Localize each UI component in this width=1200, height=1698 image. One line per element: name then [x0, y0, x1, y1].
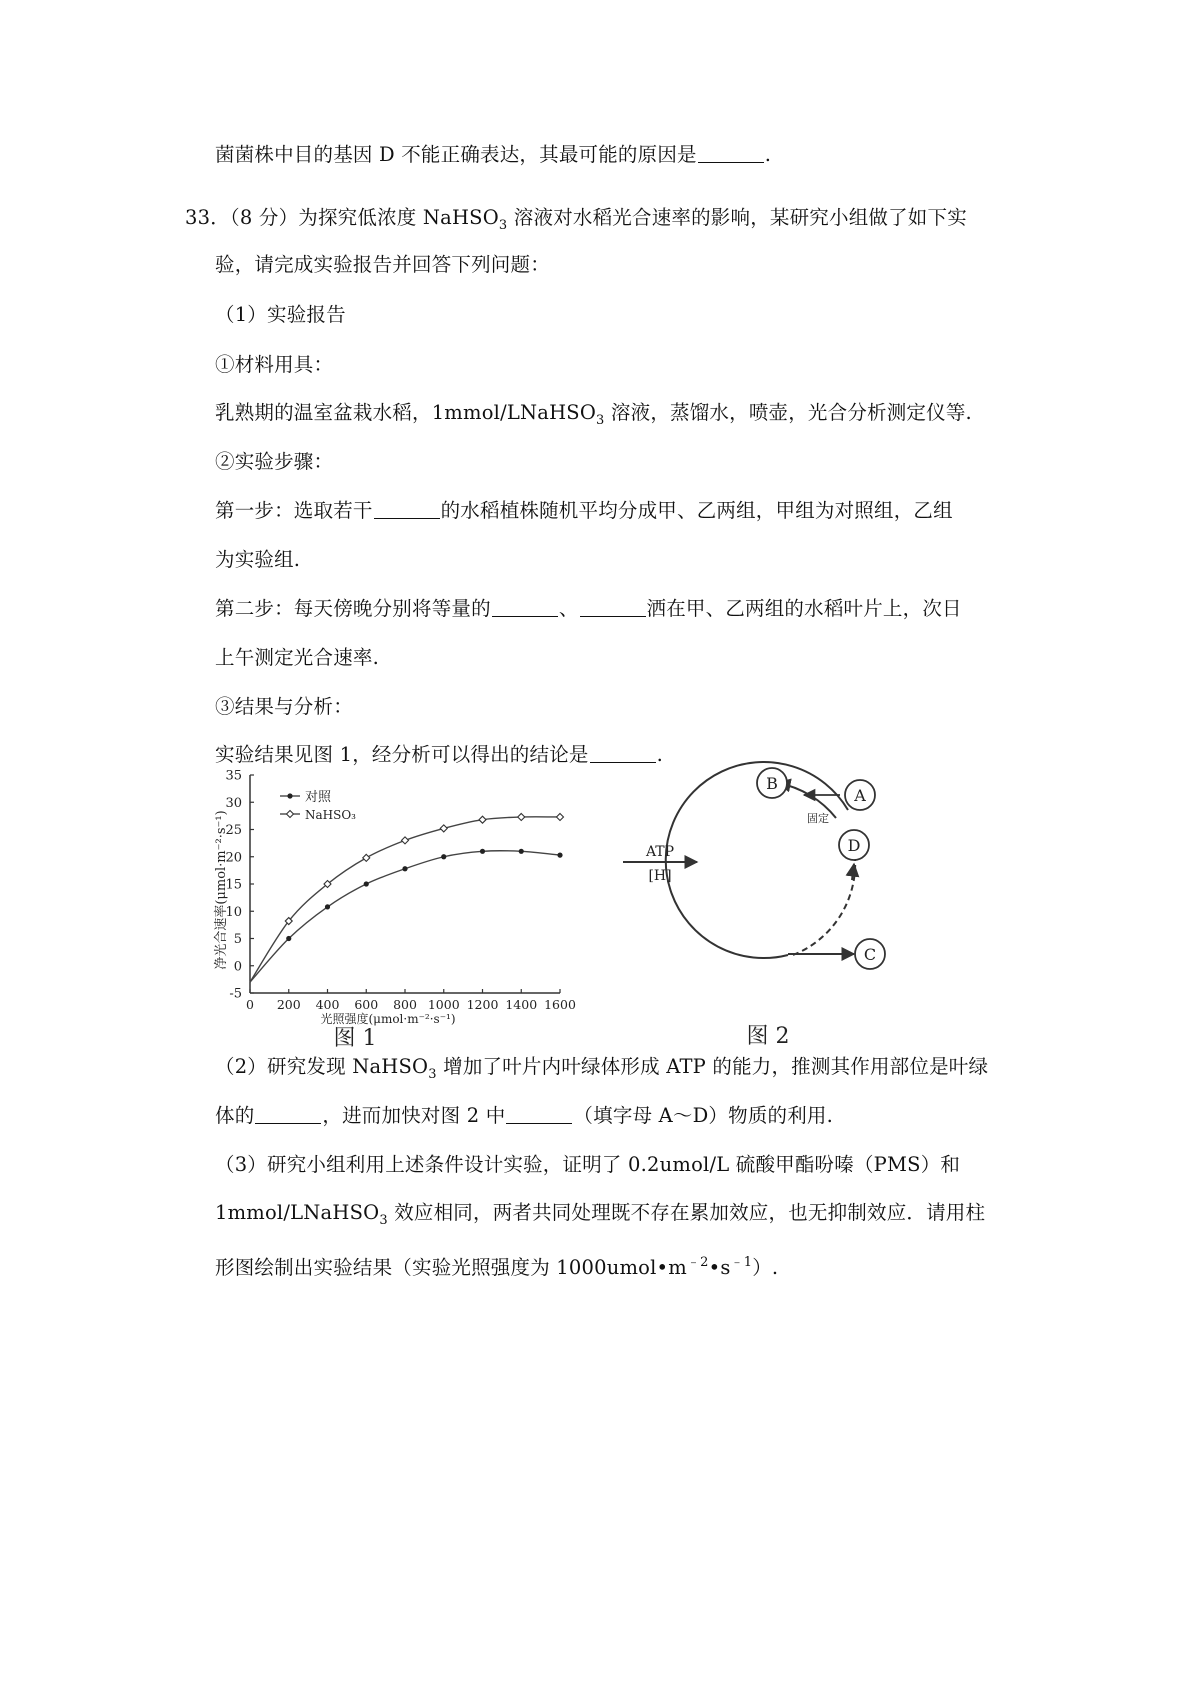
- subscript: 3: [596, 413, 605, 428]
- data-point-control: [480, 849, 485, 854]
- text: 增加了叶片内叶绿体形成 ATP 的能力，推测其作用部位是叶绿: [436, 1055, 989, 1078]
- text-line-9: [215, 545, 300, 575]
- text: 第二步：每天傍晚分别将等量的: [215, 597, 491, 620]
- text: （填字母 A～D）物质的利用.: [573, 1104, 834, 1127]
- text-line-14: [215, 1052, 988, 1090]
- answer-blank[interactable]: [492, 596, 558, 617]
- data-point-control: [364, 881, 369, 886]
- legend-marker-nahso3: [287, 811, 294, 818]
- text: •s: [708, 1256, 731, 1279]
- text-line-10: [215, 594, 962, 624]
- text: 形图绘制出实验结果（实验光照强度为 1000umol•m: [215, 1256, 687, 1279]
- x-tick-label: 800: [393, 997, 417, 1012]
- text: ①材料用具：: [215, 353, 334, 376]
- figure-2-caption: 图 2: [746, 1024, 790, 1049]
- node-c-label: C: [863, 945, 877, 964]
- text-line-3: [215, 250, 550, 280]
- section-heading-1: [215, 300, 346, 330]
- text: （3）研究小组利用上述条件设计实验，证明了 0.2umol/L 硫酸甲酯吩嗪（PMS）和: [215, 1153, 961, 1176]
- data-point-control: [519, 849, 524, 854]
- chart-series: [250, 813, 564, 982]
- text-line-5: [215, 350, 333, 380]
- data-point-control: [557, 853, 562, 858]
- y-tick-label: 10: [225, 904, 242, 920]
- text-line-15: [215, 1101, 833, 1131]
- text: 1mmol/LNaHSO: [215, 1201, 380, 1224]
- text-line-7: [215, 447, 333, 477]
- answer-blank[interactable]: [506, 1103, 572, 1124]
- data-point-control: [325, 904, 330, 909]
- text: 验，请完成实验报告并回答下列问题：: [215, 253, 550, 276]
- y-tick-label: 20: [225, 850, 242, 866]
- text: ③结果与分析：: [215, 695, 353, 718]
- x-tick-label: 1600: [544, 997, 576, 1012]
- x-tick-label: 1200: [466, 997, 499, 1012]
- text-line-18: [215, 1248, 778, 1283]
- y-tick-label: -5: [229, 986, 242, 1002]
- node-a-label: A: [854, 786, 866, 805]
- text: ，进而加快对图 2 中: [322, 1104, 506, 1127]
- y-tick-label: 0: [233, 959, 242, 975]
- subscript: 3: [498, 218, 508, 233]
- text: 为实验组.: [215, 548, 301, 571]
- data-point-control: [441, 854, 446, 859]
- text: 、: [558, 597, 579, 620]
- data-point-nahso3: [363, 854, 370, 861]
- text: 溶液，蒸馏水，喷壶，光合分析测定仪等.: [604, 401, 972, 424]
- h-label: [H]: [648, 868, 672, 884]
- text-line-16: [215, 1150, 960, 1180]
- y-tick-label: 25: [225, 823, 242, 838]
- x-tick-label: 1400: [505, 997, 538, 1012]
- x-tick-label: 200: [276, 997, 301, 1012]
- text: 乳熟期的温室盆栽水稻，1mmol/LNaHSO: [215, 401, 597, 424]
- x-tick-label: 600: [354, 997, 379, 1012]
- text-line-8: [215, 496, 953, 526]
- x-tick-label: 1000: [427, 997, 460, 1012]
- superscript: ﹣2: [686, 1255, 709, 1270]
- text: （2）研究发现 NaHSO: [215, 1055, 429, 1078]
- text-line-17: [215, 1198, 985, 1236]
- chart-ticks: [225, 769, 575, 1013]
- subscript: 3: [379, 1213, 388, 1228]
- text: 第一步：选取若干: [215, 499, 373, 522]
- data-point-control: [286, 936, 291, 941]
- y-tick-label: 35: [225, 768, 242, 784]
- x-tick-label: 400: [315, 997, 340, 1012]
- text: 的水稻植株随机平均分成甲、乙两组，甲组为对照组，乙组: [440, 499, 953, 522]
- data-point-nahso3: [479, 816, 486, 823]
- figure-2-cycle-diagram: [645, 760, 998, 1049]
- x-tick-label: 0: [246, 997, 254, 1012]
- text: .: [656, 743, 664, 766]
- legend-label-control: 对照: [305, 790, 332, 805]
- atp-label: ATP: [645, 844, 675, 860]
- data-point-nahso3: [557, 813, 564, 820]
- y-tick-label: 15: [225, 877, 242, 893]
- text: ）.: [752, 1256, 779, 1279]
- x-axis-label: 光照强度(μmol·m⁻²·s⁻¹): [320, 1012, 456, 1026]
- y-tick-label: 5: [233, 932, 242, 947]
- cycle-path-dashed: [793, 858, 855, 955]
- answer-blank[interactable]: [698, 142, 764, 163]
- question-33-line: [185, 203, 967, 241]
- node-b-label: B: [766, 774, 778, 793]
- y-tick-label: 30: [225, 795, 242, 811]
- text-line-1: [215, 140, 771, 170]
- data-point-nahso3: [440, 825, 447, 832]
- fixation-label: 固定: [807, 812, 829, 825]
- text: 洒在甲、乙两组的水稻叶片上，次日: [646, 597, 962, 620]
- text-line-12: [215, 692, 353, 722]
- figure-1-caption: 图 1: [333, 1026, 377, 1051]
- chart-axes: [250, 775, 560, 993]
- data-point-nahso3: [402, 837, 409, 844]
- answer-blank[interactable]: [255, 1103, 321, 1124]
- legend-label-nahso3: NaHSO₃: [305, 808, 356, 822]
- text-line-6: [215, 398, 972, 436]
- cycle-path-solid: [666, 762, 848, 958]
- data-point-nahso3: [518, 813, 525, 820]
- text: 体的: [215, 1104, 255, 1127]
- node-d-label: D: [847, 836, 861, 855]
- data-point-control: [402, 866, 407, 871]
- text: 上午测定光合速率.: [215, 646, 379, 669]
- answer-blank[interactable]: [580, 596, 646, 617]
- text: 效应相同，两者共同处理既不存在累加效应，也无抑制效应．请用柱: [387, 1201, 986, 1224]
- text: 33．（8 分）为探究低浓度 NaHSO: [185, 206, 499, 229]
- text: .: [764, 143, 772, 166]
- figure-1-line-chart: [205, 760, 595, 1051]
- text: （1）实验报告: [215, 303, 346, 326]
- answer-blank[interactable]: [590, 742, 656, 763]
- text: ②实验步骤：: [215, 450, 334, 473]
- superscript: ﹣1: [730, 1255, 753, 1270]
- text-line-11: [215, 643, 379, 673]
- text: 菌菌株中目的基因 D 不能正确表达，其最可能的原因是: [215, 143, 697, 166]
- chart-legend: [280, 789, 356, 822]
- y-axis-label: 净光合速率(μmol·m⁻²·s⁻¹): [214, 810, 229, 970]
- answer-blank[interactable]: [374, 498, 440, 519]
- subscript: 3: [428, 1067, 437, 1082]
- text: 实验结果见图 1，经分析可以得出的结论是: [215, 743, 589, 766]
- legend-marker-control: [287, 793, 292, 798]
- text: 溶液对水稻光合速率的影响，某研究小组做了如下实: [507, 206, 967, 229]
